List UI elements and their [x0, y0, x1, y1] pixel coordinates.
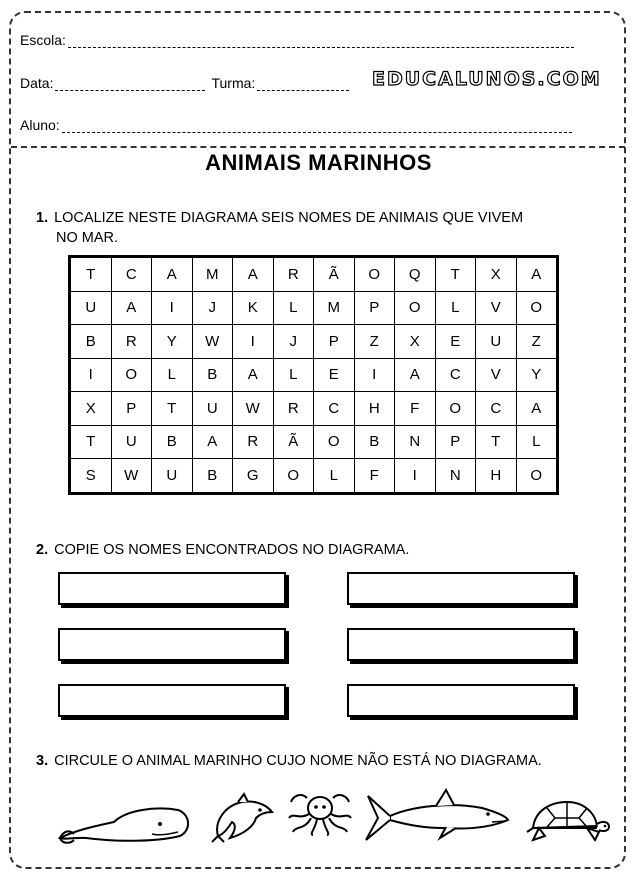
grid-cell[interactable]: U — [70, 291, 112, 325]
grid-cell[interactable]: O — [273, 459, 314, 494]
grid-cell[interactable]: L — [152, 358, 193, 392]
grid-cell[interactable]: Y — [516, 358, 558, 392]
grid-cell[interactable]: U — [152, 459, 193, 494]
q1-number: 1. — [36, 210, 49, 226]
grid-cell[interactable]: W — [233, 392, 274, 426]
grid-row — [70, 325, 558, 359]
grid-row — [70, 257, 558, 292]
grid-cell[interactable]: A — [111, 291, 152, 325]
grid-cell[interactable]: O — [314, 425, 355, 459]
q3-number: 3. — [36, 753, 49, 769]
grid-cell[interactable]: J — [192, 291, 233, 325]
grid-cell[interactable]: N — [395, 425, 436, 459]
grid-cell[interactable]: C — [111, 257, 152, 292]
brand-logo: EDUCALUNOS.COM — [372, 68, 602, 90]
grid-cell[interactable]: I — [152, 291, 193, 325]
grid-cell[interactable]: Z — [516, 325, 558, 359]
page-title: ANIMAIS MARINHOS — [205, 150, 432, 175]
grid-cell[interactable]: C — [476, 392, 517, 426]
grid-cell[interactable]: U — [111, 425, 152, 459]
whale-icon[interactable] — [56, 800, 196, 844]
grid-cell[interactable]: Q — [395, 257, 436, 292]
grid-cell[interactable]: T — [435, 257, 476, 292]
grid-cell[interactable]: O — [516, 459, 558, 494]
grid-cell[interactable]: P — [314, 325, 355, 359]
grid-cell[interactable]: C — [435, 358, 476, 392]
answer-box-1[interactable] — [58, 572, 286, 605]
question-2 — [36, 540, 409, 560]
grid-cell[interactable]: I — [233, 325, 274, 359]
grid-cell[interactable]: B — [354, 425, 395, 459]
date-line[interactable] — [55, 78, 205, 91]
answer-box-3[interactable] — [58, 628, 286, 661]
q3-text: CIRCULE O ANIMAL MARINHO CUJO NOME NÃO ESTÁ NO DIAGRAMA. — [54, 753, 542, 769]
answer-box-2[interactable] — [347, 572, 575, 605]
grid-cell[interactable]: U — [476, 325, 517, 359]
grid-cell[interactable]: R — [233, 425, 274, 459]
class-label: Turma: — [211, 75, 256, 91]
grid-cell[interactable]: B — [70, 325, 112, 359]
grid-cell[interactable]: E — [435, 325, 476, 359]
grid-cell[interactable]: A — [516, 392, 558, 426]
grid-cell[interactable]: O — [435, 392, 476, 426]
grid-cell[interactable]: P — [435, 425, 476, 459]
grid-cell[interactable]: B — [152, 425, 193, 459]
grid-cell[interactable]: G — [233, 459, 274, 494]
grid-cell[interactable]: B — [192, 459, 233, 494]
dolphin-icon[interactable] — [210, 792, 276, 844]
grid-cell[interactable]: H — [476, 459, 517, 494]
q1-text-line1: LOCALIZE NESTE DIAGRAMA SEIS NOMES DE ANIMAIS QUE VIVEM — [54, 210, 524, 226]
grid-cell[interactable]: F — [354, 459, 395, 494]
grid-cell[interactable]: M — [314, 291, 355, 325]
grid-cell[interactable]: U — [192, 392, 233, 426]
grid-cell[interactable]: Z — [354, 325, 395, 359]
grid-cell[interactable]: Ã — [314, 257, 355, 292]
grid-cell[interactable]: W — [192, 325, 233, 359]
grid-cell[interactable]: A — [395, 358, 436, 392]
grid-cell[interactable]: R — [273, 257, 314, 292]
grid-cell[interactable]: T — [70, 257, 112, 292]
grid-cell[interactable]: T — [152, 392, 193, 426]
grid-cell[interactable]: V — [476, 291, 517, 325]
header-separator — [11, 146, 625, 148]
grid-cell[interactable]: O — [395, 291, 436, 325]
grid-cell[interactable]: F — [395, 392, 436, 426]
grid-cell[interactable]: E — [314, 358, 355, 392]
student-line[interactable] — [62, 120, 572, 133]
grid-cell[interactable]: X — [70, 392, 112, 426]
answer-box-6[interactable] — [347, 684, 575, 717]
grid-cell[interactable]: L — [273, 291, 314, 325]
grid-cell[interactable]: N — [435, 459, 476, 494]
grid-cell[interactable]: O — [516, 291, 558, 325]
date-field[interactable] — [20, 75, 349, 91]
grid-cell[interactable]: T — [476, 425, 517, 459]
grid-cell[interactable]: I — [395, 459, 436, 494]
grid-row — [70, 459, 558, 494]
grid-cell[interactable]: B — [192, 358, 233, 392]
grid-cell[interactable]: O — [354, 257, 395, 292]
grid-cell[interactable]: C — [314, 392, 355, 426]
grid-cell[interactable]: I — [70, 358, 112, 392]
grid-cell[interactable]: H — [354, 392, 395, 426]
grid-cell[interactable]: L — [314, 459, 355, 494]
grid-cell[interactable]: V — [476, 358, 517, 392]
grid-cell[interactable]: Y — [152, 325, 193, 359]
grid-row — [70, 392, 558, 426]
student-field[interactable] — [20, 117, 572, 133]
shark-icon[interactable] — [362, 786, 512, 844]
grid-cell[interactable]: O — [111, 358, 152, 392]
school-field[interactable] — [20, 32, 574, 48]
grid-cell[interactable]: A — [192, 425, 233, 459]
school-label: Escola: — [20, 32, 66, 48]
grid-cell[interactable]: A — [233, 257, 274, 292]
grid-cell[interactable]: P — [354, 291, 395, 325]
grid-row — [70, 291, 558, 325]
grid-cell[interactable]: J — [273, 325, 314, 359]
grid-cell[interactable]: Ã — [273, 425, 314, 459]
grid-cell[interactable]: A — [152, 257, 193, 292]
q2-text: COPIE OS NOMES ENCONTRADOS NO DIAGRAMA. — [54, 542, 410, 558]
grid-cell[interactable]: A — [516, 257, 558, 292]
grid-cell[interactable]: L — [516, 425, 558, 459]
turtle-icon[interactable] — [525, 796, 611, 844]
school-line[interactable] — [68, 35, 574, 48]
answer-box-4[interactable] — [347, 628, 575, 661]
grid-cell[interactable]: R — [273, 392, 314, 426]
grid-cell[interactable]: S — [70, 459, 112, 494]
grid-row — [70, 358, 558, 392]
student-label: Aluno: — [20, 117, 60, 133]
date-label: Data: — [20, 75, 54, 91]
grid-cell[interactable]: X — [395, 325, 436, 359]
grid-cell[interactable]: L — [435, 291, 476, 325]
grid-cell[interactable]: W — [111, 459, 152, 494]
question-1 — [36, 208, 523, 248]
question-3 — [36, 751, 542, 771]
grid-cell[interactable]: M — [192, 257, 233, 292]
grid-cell[interactable]: L — [273, 358, 314, 392]
word-search-grid[interactable] — [68, 255, 559, 495]
q2-number: 2. — [36, 542, 49, 558]
grid-row — [70, 425, 558, 459]
grid-cell[interactable]: A — [233, 358, 274, 392]
answer-box-5[interactable] — [58, 684, 286, 717]
grid-cell[interactable]: X — [476, 257, 517, 292]
grid-cell[interactable]: T — [70, 425, 112, 459]
octopus-icon[interactable] — [287, 790, 353, 836]
grid-cell[interactable]: K — [233, 291, 274, 325]
grid-cell[interactable]: P — [111, 392, 152, 426]
q1-text-line2: NO MAR. — [56, 230, 119, 246]
grid-cell[interactable]: I — [354, 358, 395, 392]
class-line[interactable] — [257, 78, 349, 91]
grid-cell[interactable]: R — [111, 325, 152, 359]
